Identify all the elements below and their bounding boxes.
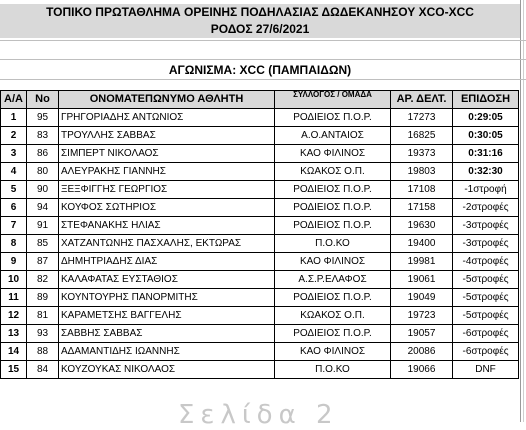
table-header-row <box>1 91 519 109</box>
cell-bib-number: 88 <box>27 343 59 361</box>
cell-result: DNF <box>453 361 519 379</box>
cell-license: 17273 <box>391 109 453 127</box>
table-row <box>1 307 519 325</box>
cell-license: 19630 <box>391 217 453 235</box>
cell-bib-number: 85 <box>27 235 59 253</box>
cell-license: 16825 <box>391 127 453 145</box>
col-header-license: ΑΡ. ΔΕΛΤ. <box>391 91 453 109</box>
cell-result: -3στροφές <box>453 217 519 235</box>
race-date: ΡΟΔΟΣ 27/6/2021 <box>0 21 520 38</box>
cell-result: 0:32:30 <box>453 163 519 181</box>
cell-result: -6στροφές <box>453 325 519 343</box>
cell-bib-number: 93 <box>27 325 59 343</box>
col-header-club: ΣΥΛΛΟΓΟΣ / ΟΜΑΔΑ <box>275 91 391 109</box>
table-row <box>1 235 519 253</box>
cell-club: Π.Ο.ΚΟ <box>275 361 391 379</box>
cell-athlete-name: ΑΛΕΥΡΑΚΗΣ ΓΙΑΝΝΗΣ <box>59 163 275 181</box>
cell-license: 17108 <box>391 181 453 199</box>
table-row <box>1 199 519 217</box>
cell-bib-number: 94 <box>27 199 59 217</box>
cell-bib-number: 91 <box>27 217 59 235</box>
cell-club: ΡΟΔΙΕΙΟΣ Π.Ο.Ρ. <box>275 199 391 217</box>
cell-bib-number: 80 <box>27 163 59 181</box>
column-divider <box>520 0 521 422</box>
cell-result: -1στροφή <box>453 181 519 199</box>
cell-club: ΡΟΔΙΕΙΟΣ Π.Ο.Ρ. <box>275 289 391 307</box>
cell-club: Π.Ο.ΚΟ <box>275 235 391 253</box>
cell-position: 6 <box>1 199 27 217</box>
cell-result: -6στροφές <box>453 343 519 361</box>
cell-bib-number: 84 <box>27 361 59 379</box>
cell-position: 2 <box>1 127 27 145</box>
cell-athlete-name: ΣΤΕΦΑΝΑΚΗΣ ΗΛΙΑΣ <box>59 217 275 235</box>
cell-athlete-name: ΓΡΗΓΟΡΙΑΔΗΣ ΑΝΤΩΝΙΟΣ <box>59 109 275 127</box>
event-title: ΑΓΩΝΙΣΜΑ: XCC (ΠΑΜΠΑΙΔΩΝ) <box>168 63 352 77</box>
cell-bib-number: 83 <box>27 127 59 145</box>
cell-club: ΡΟΔΙΕΙΟΣ Π.Ο.Ρ. <box>275 109 391 127</box>
column-divider <box>523 0 524 422</box>
table-row <box>1 343 519 361</box>
cell-bib-number: 81 <box>27 307 59 325</box>
page-watermark: Σελίδα 2 <box>178 400 339 430</box>
cell-athlete-name: ΤΡΟΥΛΛΗΣ ΣΑΒΒΑΣ <box>59 127 275 145</box>
cell-license: 19061 <box>391 271 453 289</box>
cell-athlete-name: ΣΑΒΒΗΣ ΣΑΒΒΑΣ <box>59 325 275 343</box>
col-header-result: ΕΠΙΔΟΣΗ <box>453 91 519 109</box>
results-body <box>1 109 519 379</box>
row-divider <box>0 79 526 80</box>
cell-bib-number: 90 <box>27 181 59 199</box>
col-header-name: ΟΝΟΜΑΤΕΠΩΝΥΜΟ ΑΘΛΗΤΗ <box>59 91 275 109</box>
cell-license: 17158 <box>391 199 453 217</box>
cell-athlete-name: ΔΗΜΗΤΡΙΑΔΗΣ ΔΙΑΣ <box>59 253 275 271</box>
cell-club: ΚΩΑΚΟΣ Ο.Π. <box>275 163 391 181</box>
cell-position: 9 <box>1 253 27 271</box>
cell-position: 5 <box>1 181 27 199</box>
cell-club: Α.Ο.ΑΝΤΑΙΟΣ <box>275 127 391 145</box>
cell-license: 19066 <box>391 361 453 379</box>
col-header-position: Α/Α <box>1 91 27 109</box>
cell-athlete-name: ΧΑΤΖΑΝΤΩΝΗΣ ΠΑΣΧΑΛΗΣ, ΕΚΤΩΡΑΣ <box>59 235 275 253</box>
cell-club: Α.Σ.Ρ.ΕΛΑΦΟΣ <box>275 271 391 289</box>
cell-bib-number: 89 <box>27 289 59 307</box>
table-row <box>1 253 519 271</box>
cell-athlete-name: ΚΟΥΦΟΣ ΣΩΤΗΡΙΟΣ <box>59 199 275 217</box>
cell-result: 0:29:05 <box>453 109 519 127</box>
cell-club: ΚΑΟ ΦΙΛΙΝΟΣ <box>275 253 391 271</box>
table-row <box>1 181 519 199</box>
cell-result: -5στροφές <box>453 307 519 325</box>
cell-club: ΡΟΔΙΕΙΟΣ Π.Ο.Ρ. <box>275 217 391 235</box>
cell-result: -3στροφές <box>453 235 519 253</box>
cell-athlete-name: ΚΑΡΑΜΕΤΣΗΣ ΒΑΓΓΕΛΗΣ <box>59 307 275 325</box>
cell-bib-number: 87 <box>27 253 59 271</box>
cell-position: 8 <box>1 235 27 253</box>
cell-result: 0:30:05 <box>453 127 519 145</box>
cell-license: 19400 <box>391 235 453 253</box>
cell-athlete-name: ΞΕΞΦΙΓΓΗΣ ΓΕΩΡΓΙΟΣ <box>59 181 275 199</box>
cell-license: 19373 <box>391 145 453 163</box>
cell-club: ΚΑΟ ΦΙΛΙΝΟΣ <box>275 343 391 361</box>
table-row <box>1 289 519 307</box>
row-divider <box>0 59 526 60</box>
table-row <box>1 145 519 163</box>
cell-position: 13 <box>1 325 27 343</box>
cell-position: 12 <box>1 307 27 325</box>
cell-position: 4 <box>1 163 27 181</box>
cell-athlete-name: ΚΟΥΝΤΟΥΡΗΣ ΠΑΝΟΡΜΙΤΗΣ <box>59 289 275 307</box>
cell-result: -4στροφές <box>453 253 519 271</box>
cell-athlete-name: ΚΑΛΑΦΑΤΑΣ ΕΥΣΤΑΘΙΟΣ <box>59 271 275 289</box>
table-row <box>1 361 519 379</box>
cell-result: -5στροφές <box>453 289 519 307</box>
cell-result: -2στροφές <box>453 199 519 217</box>
cell-athlete-name: ΚΟΥΖΟΥΚΑΣ ΝΙΚΟΛΑΟΣ <box>59 361 275 379</box>
cell-club: ΡΟΔΙΕΙΟΣ Π.Ο.Ρ. <box>275 325 391 343</box>
results-table <box>0 90 519 379</box>
row-divider <box>0 40 526 41</box>
cell-position: 14 <box>1 343 27 361</box>
cell-license: 19723 <box>391 307 453 325</box>
table-row <box>1 325 519 343</box>
championship-title: ΤΟΠΙΚΟ ΠΡΩΤΑΘΛΗΜΑ ΟΡΕΙΝΗΣ ΠΟΔΗΛΑΣΙΑΣ ΔΩΔΕΚΑΝΗΣΟΥ XCO-XCC <box>0 4 520 21</box>
cell-position: 10 <box>1 271 27 289</box>
cell-position: 1 <box>1 109 27 127</box>
table-row <box>1 163 519 181</box>
cell-position: 11 <box>1 289 27 307</box>
cell-bib-number: 82 <box>27 271 59 289</box>
cell-club: ΚΩΑΚΟΣ Ο.Π. <box>275 307 391 325</box>
col-header-number: No <box>27 91 59 109</box>
cell-result: -5στροφές <box>453 271 519 289</box>
cell-athlete-name: ΑΔΑΜΑΝΤΙΔΗΣ ΙΩΑΝΝΗΣ <box>59 343 275 361</box>
cell-club: ΡΟΔΙΕΙΟΣ Π.Ο.Ρ. <box>275 181 391 199</box>
cell-license: 19981 <box>391 253 453 271</box>
table-row <box>1 217 519 235</box>
cell-athlete-name: ΣΙΜΠΕΡΤ ΝΙΚΟΛΑΟΣ <box>59 145 275 163</box>
cell-result: 0:31:16 <box>453 145 519 163</box>
cell-license: 20086 <box>391 343 453 361</box>
cell-position: 3 <box>1 145 27 163</box>
cell-club: ΚΑΟ ΦΙΛΙΝΟΣ <box>275 145 391 163</box>
cell-license: 19057 <box>391 325 453 343</box>
table-row <box>1 109 519 127</box>
table-row <box>1 271 519 289</box>
cell-license: 19803 <box>391 163 453 181</box>
cell-license: 19049 <box>391 289 453 307</box>
cell-bib-number: 86 <box>27 145 59 163</box>
table-row <box>1 127 519 145</box>
cell-position: 15 <box>1 361 27 379</box>
cell-position: 7 <box>1 217 27 235</box>
cell-bib-number: 95 <box>27 109 59 127</box>
